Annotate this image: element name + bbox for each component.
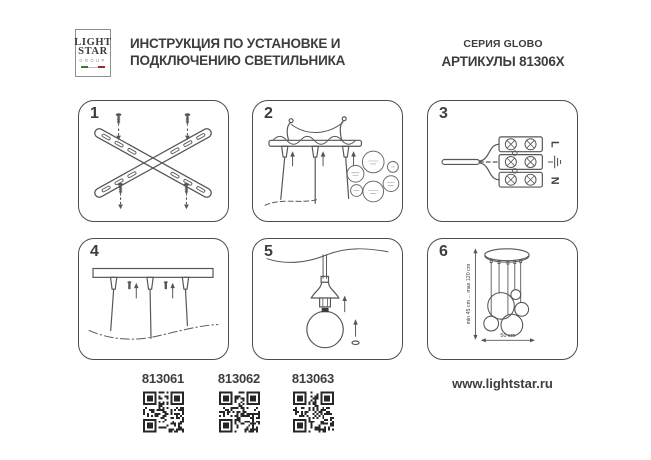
bracket-bar — [93, 127, 213, 199]
qr-code — [293, 391, 334, 433]
height-dimension — [473, 248, 477, 339]
article-number: 813061 — [141, 371, 185, 386]
screw-icon — [116, 113, 122, 126]
step-4-panel — [78, 238, 229, 360]
italian-flag-icon — [81, 66, 105, 68]
step-3-panel — [427, 100, 578, 222]
live-wire-label: L — [548, 140, 561, 148]
qr-code — [143, 391, 184, 433]
step-1-panel — [78, 100, 229, 222]
articles-label: АРТИКУЛЫ 81306X — [441, 54, 565, 69]
arrow-down-icon — [118, 197, 123, 209]
step-6-panel — [427, 238, 578, 360]
qr-code — [219, 391, 260, 433]
logo-word-group: GROUP — [79, 58, 107, 64]
article-813062-block — [207, 371, 271, 433]
terminal-screw-icon — [505, 139, 536, 185]
arrow-up-icon — [134, 283, 175, 298]
wiring-diagram — [428, 101, 577, 221]
article-number: 813063 — [291, 371, 335, 386]
cable — [442, 160, 479, 165]
ceiling-plate — [93, 269, 213, 278]
series-block — [428, 38, 578, 69]
title-line-1: ИНСТРУКЦИЯ ПО УСТАНОВКЕ И — [130, 36, 341, 51]
bracket-bar — [93, 127, 213, 199]
canopy-diagram — [253, 101, 402, 221]
terminal-block — [499, 137, 542, 187]
website-url: www.lightstar.ru — [452, 376, 553, 391]
fixing-ring — [352, 341, 359, 345]
finished-fixture-diagram — [428, 239, 577, 359]
step-5-panel — [252, 238, 403, 360]
hanging-rods — [281, 146, 349, 203]
logo-word-light: LIGHT — [74, 36, 112, 48]
cable-glands — [111, 277, 189, 338]
title-line-2: ПОДКЛЮЧЕНИЮ СВЕТИЛЬНИКА — [130, 53, 346, 68]
earth-ground-icon — [548, 156, 560, 168]
arrow-down-icon — [184, 197, 189, 209]
logo-word-star: STAR — [78, 46, 108, 58]
lightstar-logo — [75, 29, 111, 77]
step-number: 4 — [90, 243, 99, 260]
neutral-wire-label: N — [548, 176, 561, 185]
suspension-cord — [323, 255, 326, 279]
height-range-label: min 45 cm ... max 120 cm — [465, 263, 472, 325]
step-number: 1 — [90, 105, 99, 122]
base-plate-diagram — [79, 239, 228, 359]
socket — [320, 298, 331, 307]
arrow-up-icon — [342, 296, 357, 337]
screw-icon — [185, 113, 191, 126]
globe-assembly-diagram — [253, 239, 402, 359]
article-number: 813062 — [217, 371, 261, 386]
cross-bracket-diagram — [79, 101, 228, 221]
arrow-up-icon — [290, 151, 356, 156]
glass-globes — [484, 290, 529, 336]
lamp-cone — [311, 282, 339, 298]
glass-globe — [307, 311, 343, 347]
finial — [287, 123, 290, 141]
screw-icon — [118, 183, 124, 196]
step-number: 2 — [264, 105, 273, 122]
step-number: 6 — [439, 243, 448, 260]
suspension-cords — [490, 260, 521, 317]
article-813061-block — [131, 371, 195, 433]
article-813063-block — [281, 371, 345, 433]
page-title — [130, 35, 345, 69]
step-2-panel — [252, 100, 403, 222]
ball-size-chart — [347, 151, 399, 202]
screw-icon — [184, 183, 190, 196]
series-label: СЕРИЯ GLOBO — [463, 38, 543, 50]
step-number: 3 — [439, 105, 448, 122]
width-label: 50 cm — [500, 332, 516, 339]
step-number: 5 — [264, 243, 273, 260]
ceiling-canopy — [485, 249, 529, 261]
